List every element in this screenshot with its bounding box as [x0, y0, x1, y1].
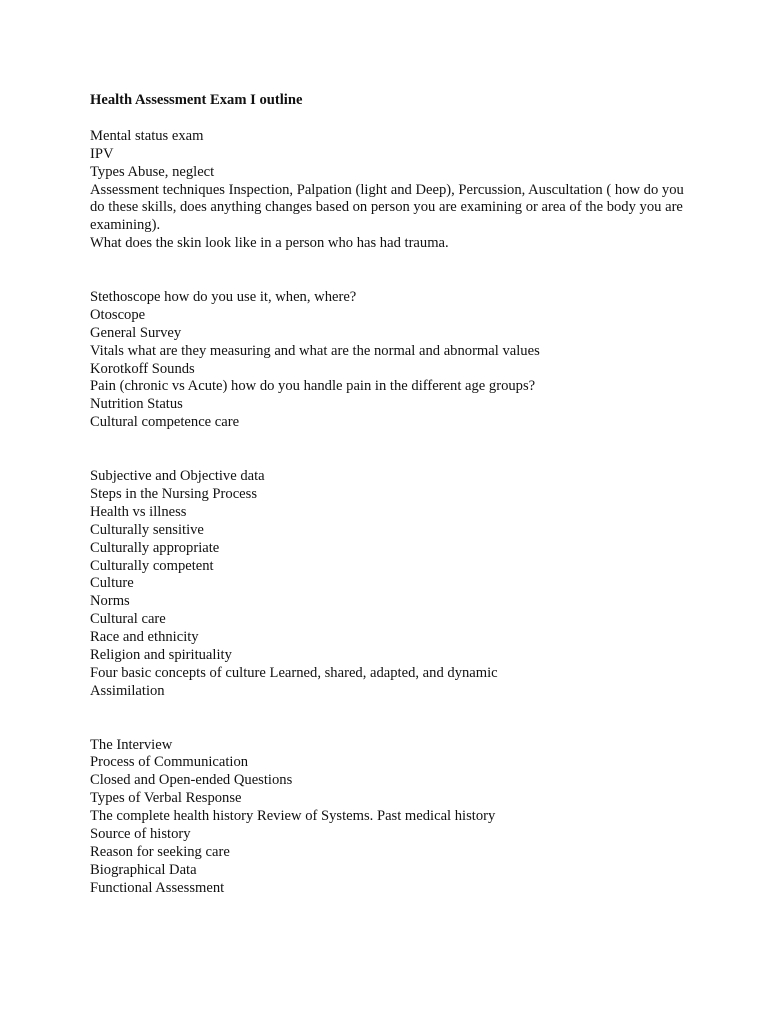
document-body	[90, 92, 690, 898]
outline-item: Culturally appropriate	[90, 539, 220, 556]
outline-item: Culturally competent	[90, 557, 214, 574]
outline-item: Culturally sensitive	[90, 521, 204, 538]
outline-item: Functional Assessment	[90, 879, 225, 896]
outline-item: Health vs illness	[90, 503, 187, 520]
outline-item: The complete health history Review of Systems. Past medical history	[90, 808, 496, 825]
outline-item: Types Abuse, neglect	[90, 163, 215, 180]
outline-item: Otoscope	[90, 306, 146, 323]
outline-item: IPV	[90, 145, 114, 162]
outline-item: Subjective and Objective data	[90, 467, 265, 484]
outline-item: Pain (chronic vs Acute) how do you handle pain in the different age groups?	[90, 378, 536, 395]
outline-item: Assessment techniques Inspection, Palpation (light and Deep), Percussion, Auscultation ( how do you do these skills, does anything changes based on person you are examining or area of the body you are examining).	[90, 181, 684, 234]
outline-item: Race and ethnicity	[90, 629, 199, 646]
outline-item: Closed and Open-ended Questions	[90, 772, 293, 789]
outline-item: Steps in the Nursing Process	[90, 485, 258, 502]
outline-sections	[90, 128, 690, 898]
outline-item: Assimilation	[90, 682, 165, 699]
outline-item: Source of history	[90, 826, 191, 843]
outline-item: Biographical Data	[90, 861, 197, 878]
outline-item: Cultural care	[90, 611, 166, 628]
document-title: Health Assessment Exam I outline	[90, 92, 303, 108]
outline-item: Process of Communication	[90, 754, 249, 771]
outline-item: The Interview	[90, 736, 173, 753]
outline-item: Stethoscope how do you use it, when, where?	[90, 288, 357, 305]
outline-item: Types of Verbal Response	[90, 790, 242, 807]
outline-item: Korotkoff Sounds	[90, 360, 195, 377]
outline-item: General Survey	[90, 324, 182, 341]
outline-item: Mental status exam	[90, 127, 204, 144]
outline-item: Cultural competence care	[90, 414, 240, 431]
outline-item: Nutrition Status	[90, 396, 183, 413]
outline-section-2	[90, 289, 690, 432]
outline-section-4	[90, 737, 690, 898]
outline-item: Religion and spirituality	[90, 647, 232, 664]
outline-item: Vitals what are they measuring and what are the normal and abnormal values	[90, 342, 540, 359]
outline-item: What does the skin look like in a person who has had trauma.	[90, 235, 449, 252]
outline-item: Norms	[90, 593, 130, 610]
outline-item: Reason for seeking care	[90, 843, 230, 860]
outline-section-1	[90, 128, 690, 253]
outline-section-3	[90, 468, 690, 701]
outline-item: Culture	[90, 575, 134, 592]
outline-item: Four basic concepts of culture Learned, shared, adapted, and dynamic	[90, 664, 498, 681]
